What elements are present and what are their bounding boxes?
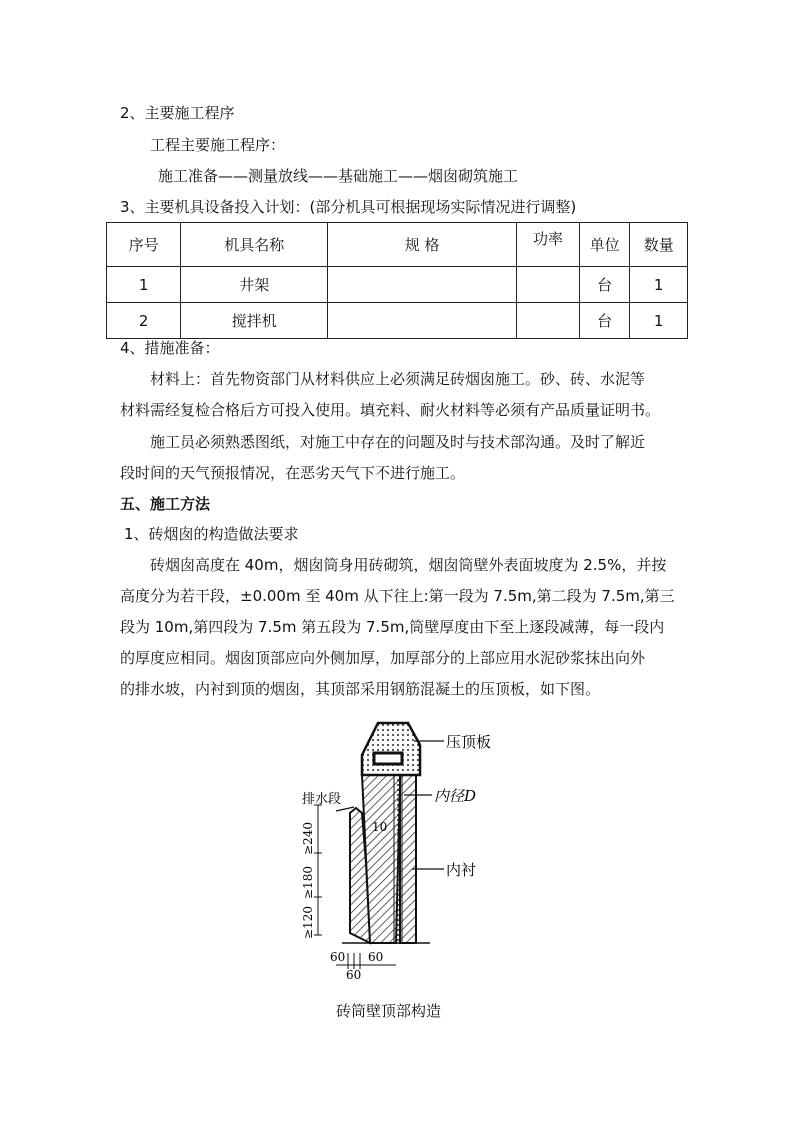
table-cell [328,303,517,339]
coping-slab-shape [362,723,420,775]
table-header-row [107,223,688,267]
section4-p2-line2: 段时间的天气预报情况，在恶劣天气下不进行施工。 [120,464,466,482]
section4-p1-line1: 材料上：首先物资部门从材料供应上必须满足砖烟囱施工。砂、砖、水泥等 [150,370,646,388]
header-cell: 数量 [630,223,688,267]
table-row [107,303,688,339]
figure-caption: 砖筒壁顶部构造 [336,1002,442,1020]
header-cell: 序号 [107,223,181,267]
dim-240: ≥240 [301,822,315,855]
chimney-top-figure [296,713,506,982]
label-drain: 排水段 [302,792,342,807]
leader-drain [336,807,354,811]
header-cell: 机具名称 [181,223,328,267]
equipment-table [106,222,688,339]
dim-180: ≥180 [301,866,315,899]
insulation-layer-shape [394,775,402,943]
section5-p-line5: 的排水坡，内衬到顶的烟囱，其顶部采用钢筋混凝土的压顶板，如下图。 [120,680,601,698]
table-row [107,267,688,303]
table-cell [517,267,580,303]
section5-sub: 1、砖烟囱的构造做法要求 [124,525,299,543]
dim-60-bottom: 60 [346,968,362,982]
table-cell: 搅拌机 [181,303,328,339]
section4-p2-line1: 施工员必须熟悉图纸，对施工中存在的问题及时与技术部沟通。及时了解近 [150,433,646,451]
label-inner-d: 内径D [434,787,477,805]
section2-flow: 施工准备——测量放线——基础施工——烟囱砌筑施工 [158,167,519,185]
section3-heading: 3、主要机具设备投入计划：(部分机具可根据现场实际情况进行调整) [120,198,577,216]
section2-sub: 工程主要施工程序： [150,136,286,154]
section2-heading: 2、主要施工程序 [120,104,235,122]
label-lining: 内衬 [446,861,477,879]
dim-120: ≥120 [301,906,315,939]
header-cell: 功率 [517,223,580,267]
section5-p-line3: 段为 10m,第四段为 7.5m 第五段为 7.5m,筒壁厚度由下至上逐段减薄，每一段内 [120,618,665,636]
section5-heading: 五、施工方法 [120,495,211,513]
section4-heading: 4、措施准备： [120,339,220,357]
table-cell [517,303,580,339]
table-cell: 台 [579,267,630,303]
dim-10: 10 [372,820,388,834]
table-cell: 1 [107,267,181,303]
table-cell: 井架 [181,267,328,303]
dim-60-left: 60 [330,950,346,964]
table-cell: 台 [579,303,630,339]
header-cell: 单位 [579,223,630,267]
section5-p-line4: 的厚度应相同。烟囱顶部应向外侧加厚，加厚部分的上部应用水泥砂浆抹出向外 [120,649,646,667]
table-cell: 2 [107,303,181,339]
coping-rebar-shape [374,753,402,764]
header-cell: 规 格 [328,223,517,267]
section4-p1-line2: 材料需经复检合格后方可投入使用。填充料、耐火材料等必须有产品质量证明书。 [120,401,661,419]
outer-wall-shape [350,775,400,943]
table-cell: 1 [630,267,688,303]
table-cell [328,267,517,303]
table-cell: 1 [630,303,688,339]
label-coping: 压顶板 [446,733,492,751]
section5-p-line1: 砖烟囱高度在 40m，烟囱筒身用砖砌筑，烟囱筒壁外表面坡度为 2.5%，并按 [150,556,667,574]
dim-60-right: 60 [368,950,384,964]
section5-p-line2: 高度分为若干段，±0.00m 至 40m 从下往上:第一段为 7.5m,第二段为 7.5m,第三 [120,587,675,605]
